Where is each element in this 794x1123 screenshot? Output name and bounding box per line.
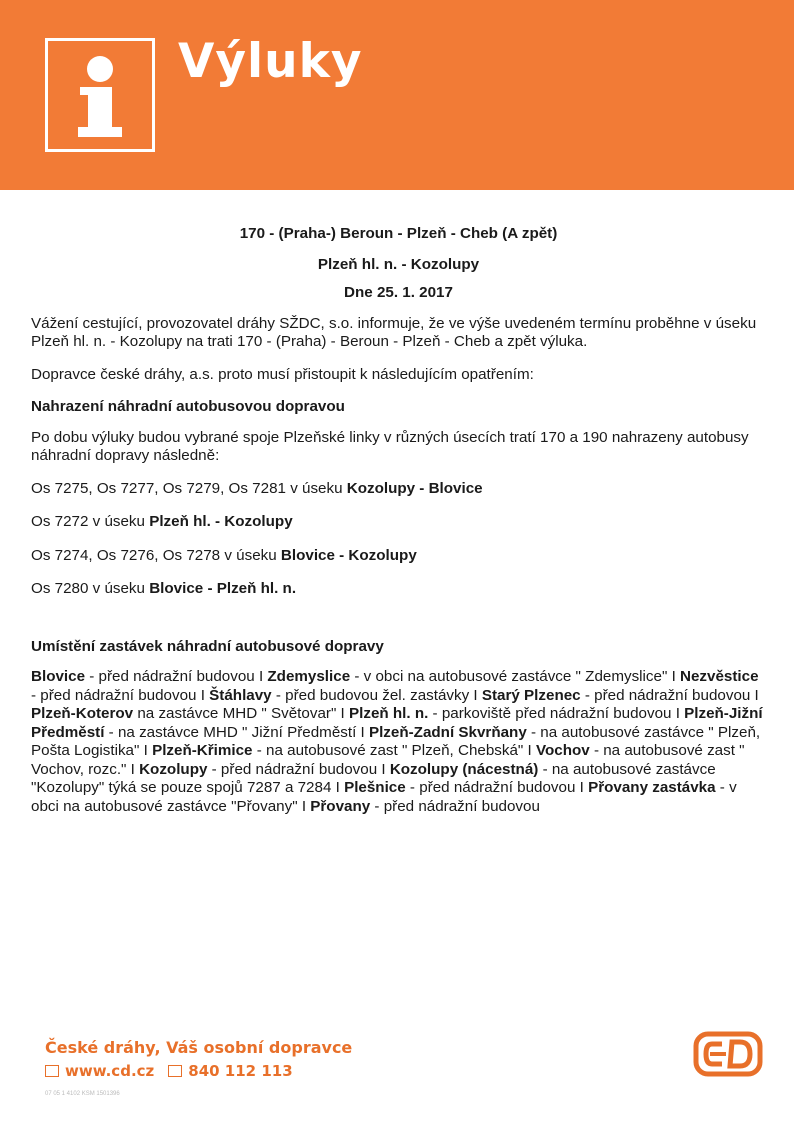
header-banner [0,0,794,190]
footer-slogan: České dráhy, Váš osobní dopravce [45,1038,353,1057]
computer-icon [45,1065,59,1077]
intro-paragraph-2: Dopravce české dráhy, a.s. proto musí přistoupit k následujícím opatřením: [31,365,534,383]
trip-row: Os 7280 v úseku Blovice - Plzeň hl. n. [31,580,297,597]
stops-title: Umístění zastávek náhradní autobusové dopravy [31,637,384,655]
cd-logo [692,1030,764,1078]
phone-number: 840 112 113 [188,1062,293,1080]
replacement-title: Nahrazení náhradní autobusovou dopravou [31,398,345,415]
footer-contacts [45,1062,293,1080]
intro-paragraph: Vážení cestující, provozovatel dráhy SŽDC, s.o. informuje, že ve výše uvedeném termínu proběhne v úseku Plzeň hl. n. - Kozolupy na trati 170 - (Praha) - Beroun - Plzeň - Cheb a zpět výluka. [31,314,757,350]
trip-row: Os 7275, Os 7277, Os 7279, Os 7281 v úseku Kozolupy - Blovice [31,479,483,497]
document-code: 07 05 1 4102 KSM 1501396 [45,1091,120,1097]
date-heading: Dne 25. 1. 2017 [344,284,453,301]
notice-content [31,225,766,816]
line-heading: 170 - (Praha-) Beroun - Plzeň - Cheb (A zpět) [239,225,558,242]
stops-paragraph: Blovice - před nádražní budovou I Zdemyslice - v obci na autobusové zastávce " Zdemyslice" I Nezvěstice - před nádražní budovou I Štáhlavy - před budovou žel. zastávky I Starý Plzenec - před nádražní budovou I Plzeň-Koterov na zastávce MHD " Světovar" I Plzeň hl. n. - parkoviště před nádražní budovou I Plzeň-Jižní Předměstí - na zastávce MHD " Jižní Předměstí I Plzeň-Zadní Skvrňany - na autobusové zastávce " Plzeň, Pošta Logistika" I Plzeň-Křimice - na autobusové zast " Plzeň, Chebská" I Vochov - na autobusové zast " Vochov, rozc." I Kozolupy - před nádražní budovou I Kozolupy (nácestná) - na autobusové zastávce "Kozolupy" týká se pouze spojů 7287 a 7284 I Plešnice - před nádražní budovou I Přovany zastávka - v obci na autobusové zastávce "Přovany" I Přovany - před nádražní budovou [31,668,763,815]
website-link[interactable]: www.cd.cz [65,1062,155,1080]
info-icon [45,38,155,152]
banner-title: Výluky [178,34,363,89]
section-heading: Plzeň hl. n. - Kozolupy [317,255,480,273]
replacement-text: Po dobu výluky budou vybrané spoje Plzeňské linky v různých úsecích tratí 170 a 190 nahrazeny autobusy náhradní dopravy následně: [31,428,749,464]
trip-row: Os 7272 v úseku Plzeň hl. - Kozolupy [31,513,293,530]
phone-icon [168,1065,182,1077]
trip-row: Os 7274, Os 7276, Os 7278 v úseku Blovice - Kozolupy [31,546,417,564]
